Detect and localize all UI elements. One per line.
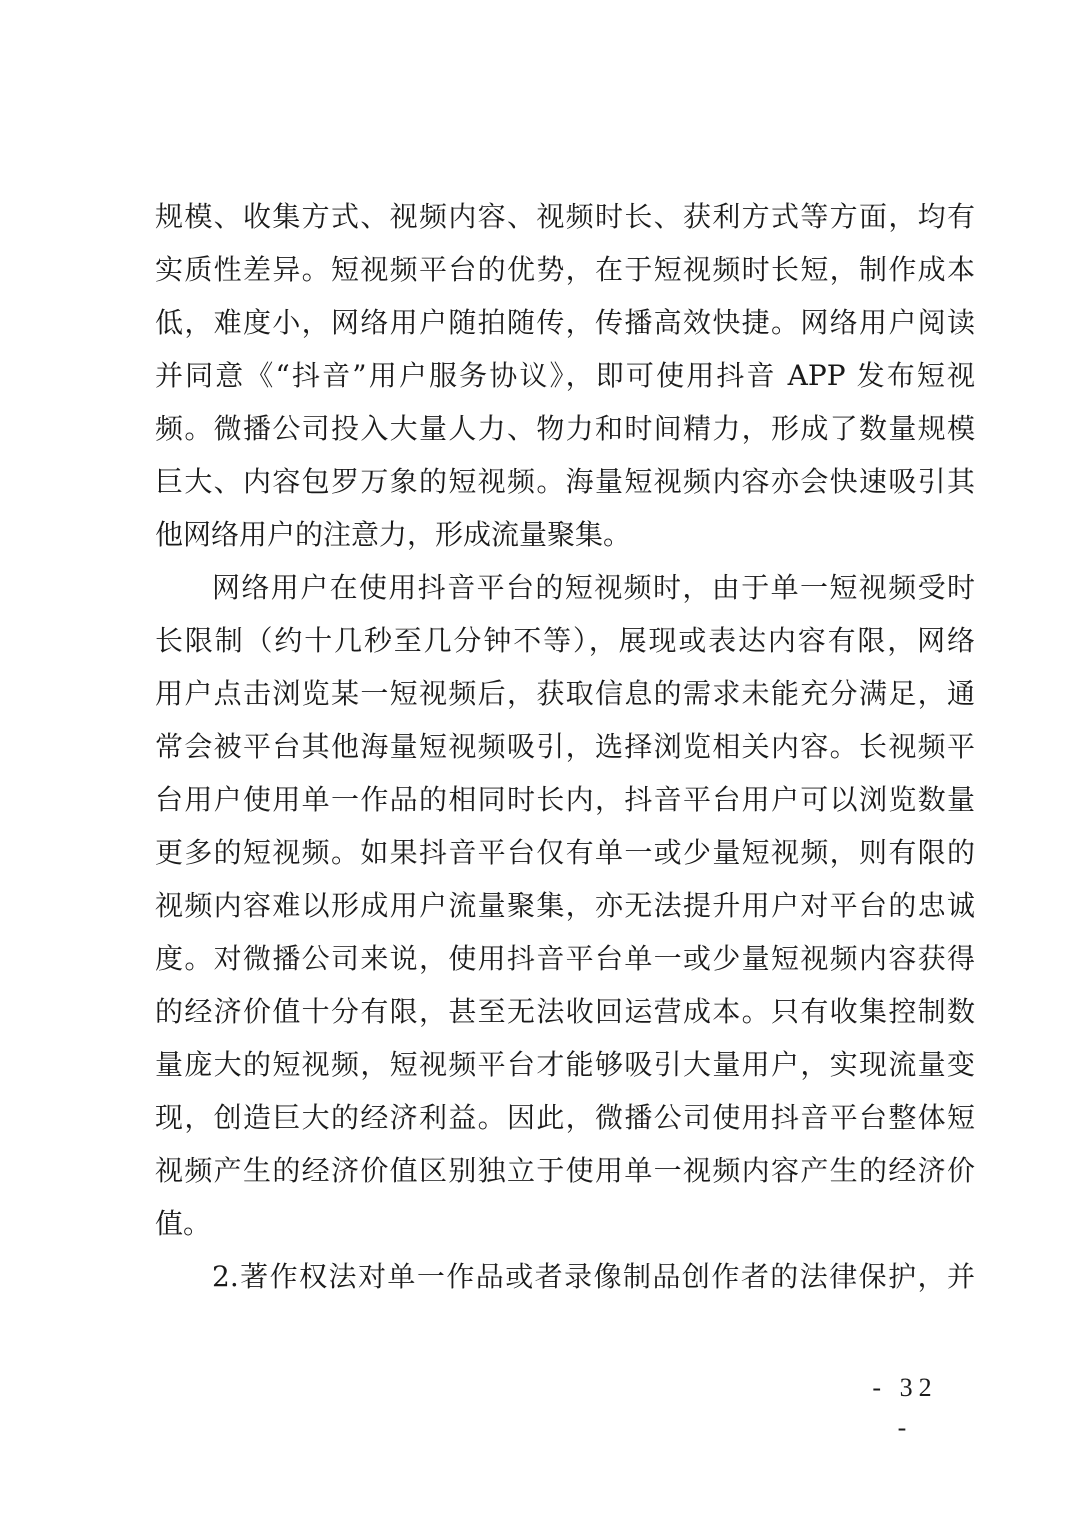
text-line: 台用户使用单一作品的相同时长内，抖音平台用户可以浏览数量 — [155, 783, 975, 816]
text-line: 视频产生的经济价值区别独立于使用单一视频内容产生的经济价 — [155, 1154, 975, 1187]
body-text — [155, 190, 975, 1303]
text-line: 网络用户在使用抖音平台的短视频时，由于单一短视频受时 — [212, 571, 975, 604]
text-line: 常会被平台其他海量短视频吸引，选择浏览相关内容。长视频平 — [155, 730, 975, 763]
text-line: 并同意《“抖音”用户服务协议》，即可使用抖音 APP 发布短视 — [155, 359, 975, 392]
text-line: 他网络用户的注意力，形成流量聚集。 — [155, 518, 632, 551]
text-line: 用户点击浏览某一短视频后，获取信息的需求未能充分满足，通 — [155, 677, 975, 710]
text-line: 2.著作权法对单一作品或者录像制品创作者的法律保护，并 — [212, 1260, 975, 1293]
text-line: 巨大、内容包罗万象的短视频。海量短视频内容亦会快速吸引其 — [155, 465, 975, 498]
text-line: 频。微播公司投入大量人力、物力和时间精力，形成了数量规模 — [155, 412, 975, 445]
text-line: 低，难度小，网络用户随拍随传，传播高效快捷。网络用户阅读 — [155, 306, 975, 339]
page-number: - 32 - — [872, 1373, 938, 1442]
text-line: 的经济价值十分有限，甚至无法收回运营成本。只有收集控制数 — [155, 995, 975, 1028]
text-line: 度。对微播公司来说，使用抖音平台单一或少量短视频内容获得 — [155, 942, 975, 975]
text-line: 规模、收集方式、视频内容、视频时长、获利方式等方面，均有 — [155, 200, 975, 233]
text-line: 量庞大的短视频，短视频平台才能够吸引大量用户，实现流量变 — [155, 1048, 975, 1081]
text-line: 现，创造巨大的经济利益。因此，微播公司使用抖音平台整体短 — [155, 1101, 975, 1134]
text-line: 长限制（约十几秒至几分钟不等），展现或表达内容有限，网络 — [155, 624, 975, 657]
text-line: 值。 — [155, 1207, 212, 1240]
text-line: 实质性差异。短视频平台的优势，在于短视频时长短，制作成本 — [155, 253, 975, 286]
text-line: 更多的短视频。如果抖音平台仅有单一或少量短视频，则有限的 — [155, 836, 975, 869]
text-line: 视频内容难以形成用户流量聚集，亦无法提升用户对平台的忠诚 — [155, 889, 975, 922]
